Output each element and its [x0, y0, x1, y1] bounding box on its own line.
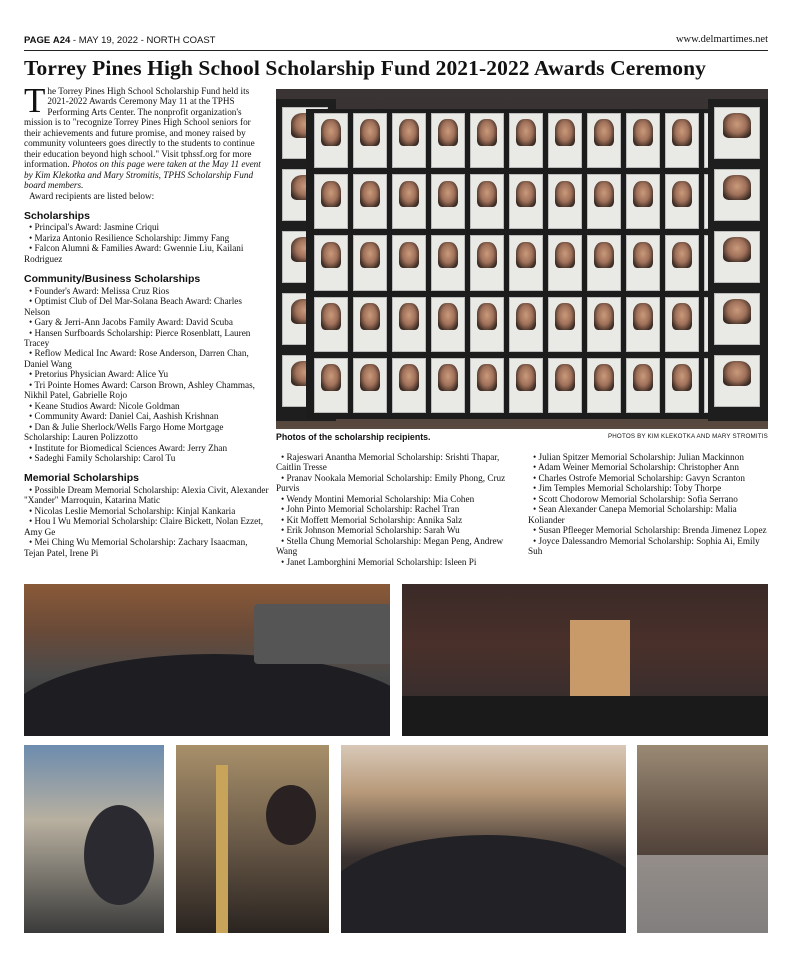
recipient-photo-card — [548, 235, 582, 290]
award-item: • Falcon Alumni & Families Award: Gwennie Liu, Kailani Rodriguez — [24, 243, 269, 264]
recipient-photo-card — [714, 231, 760, 283]
recipient-photo-card — [665, 297, 699, 352]
award-sections — [24, 211, 269, 558]
page-folio: PAGE A24 - MAY 19, 2022 - NORTH COAST — [24, 35, 216, 46]
award-item: • Sean Alexander Canepa Memorial Scholarship: Malia Koliander — [528, 504, 770, 525]
recipient-photo-card — [431, 235, 465, 290]
award-item: • Founder's Award: Melissa Cruz Rios — [24, 286, 269, 296]
recipient-photo-card — [509, 174, 543, 229]
recipient-photo-card — [548, 174, 582, 229]
header-rule — [24, 50, 768, 51]
award-item: • Pretorius Physician Award: Alice Yu — [24, 369, 269, 379]
award-item: • Adam Weiner Memorial Scholarship: Christopher Ann — [528, 462, 770, 472]
recipient-photo-card — [587, 235, 621, 290]
photo-credit: PHOTOS BY KIM KLEKOTKA AND MARY STROMITIS — [607, 433, 768, 440]
award-item: • Scott Chodorow Memorial Scholarship: Sofia Serrano — [528, 494, 770, 504]
recipient-photo-card — [314, 174, 348, 229]
refreshments-photo — [637, 745, 768, 933]
award-item: • Institute for Biomedical Sciences Award: Jerry Zhan — [24, 443, 269, 453]
section-title: Scholarships — [24, 209, 90, 222]
award-item: • Tri Pointe Homes Award: Carson Brown, Ashley Chammas, Nikhil Patel, Gabrielle Rojo — [24, 380, 269, 401]
award-item: • Erik Johnson Memorial Scholarship: Sarah Wu — [276, 525, 519, 535]
recipient-photo-card — [392, 174, 426, 229]
award-item: • Rajeswari Anantha Memorial Scholarship: Srishti Thapar, Caitlin Tresse — [276, 452, 519, 473]
article-column-1 — [24, 81, 269, 558]
website-url[interactable]: www.delmartimes.net — [675, 34, 768, 45]
recipient-photo-card — [665, 174, 699, 229]
award-item: • Mei Ching Wu Memorial Scholarship: Zachary Isaacman, Tejan Patel, Irene Pi — [24, 537, 269, 558]
recipient-photo-card — [314, 235, 348, 290]
recipient-photo-card — [314, 113, 348, 168]
award-item: • Jim Temples Memorial Scholarship: Toby Thorpe — [528, 483, 770, 493]
recipient-photo-card — [587, 358, 621, 413]
recipient-photo-card — [392, 297, 426, 352]
section-title: Memorial Scholarships — [24, 472, 139, 485]
award-item: • Optimist Club of Del Mar-Solana Beach Award: Charles Nelson — [24, 296, 269, 317]
recipient-photo-card — [587, 174, 621, 229]
recipient-photo-card — [509, 235, 543, 290]
recipient-photo-card — [587, 297, 621, 352]
audience-photo — [24, 584, 390, 736]
recipient-photo-card — [626, 235, 660, 290]
award-item: • Nicolas Leslie Memorial Scholarship: Kinjal Kankaria — [24, 506, 269, 516]
recipient-photo-card — [626, 358, 660, 413]
recipient-photo-card — [714, 355, 760, 407]
recipients-board-photo — [276, 89, 768, 429]
board-right-panel — [708, 99, 768, 421]
award-item: • Dan & Julie Sherlock/Wells Fargo Home Mortgage Scholarship: Lauren Polizzotto — [24, 422, 269, 443]
award-item: • Keane Studios Award: Nicole Goldman — [24, 401, 269, 411]
article-column-3 — [528, 452, 770, 557]
recipient-photo-card — [548, 297, 582, 352]
reception-table-photo — [24, 745, 164, 933]
photo-board — [306, 109, 746, 419]
award-item: • Community Award: Daniel Cai, Aashish Krishnan — [24, 411, 269, 421]
intro-tail: Award recipients are listed below: — [29, 190, 155, 201]
recipient-photo-card — [431, 113, 465, 168]
recipient-photo-card — [714, 293, 760, 345]
recipient-photo-card — [314, 297, 348, 352]
recipient-photo-card — [431, 297, 465, 352]
recipient-photo-card — [392, 358, 426, 413]
recipient-photo-card — [470, 358, 504, 413]
recipient-photo-card — [353, 235, 387, 290]
recipient-photo-card — [353, 174, 387, 229]
recipient-photo-card — [353, 358, 387, 413]
photo-caption: Photos of the scholarship recipients. — [276, 432, 431, 442]
recipient-photo-card — [548, 358, 582, 413]
award-item: • Possible Dream Memorial Scholarship: Alexia Civit, Alexander "Xander" Marroquin, Katarina Matic — [24, 485, 269, 506]
award-item: • Janet Lamborghini Memorial Scholarship: Isleen Pi — [276, 557, 519, 567]
award-item: • Susan Pfleeger Memorial Scholarship: Brenda Jimenez Lopez — [528, 525, 770, 535]
award-item: • Joyce Dalessandro Memorial Scholarship: Sophia Ai, Emily Suh — [528, 536, 770, 557]
recipient-photo-card — [714, 169, 760, 221]
recipient-photo-card — [392, 235, 426, 290]
recipient-photo-card — [353, 297, 387, 352]
award-item: • Principal's Award: Jasmine Criqui — [24, 222, 269, 232]
award-item: • Sadeghi Family Scholarship: Carol Tu — [24, 453, 269, 463]
recipient-photo-card — [548, 113, 582, 168]
award-item: • Hou I Wu Memorial Scholarship: Claire Bickett, Nolan Ezzet, Amy Ge — [24, 516, 269, 537]
harpist-photo — [176, 745, 329, 933]
recipient-photo-card — [470, 174, 504, 229]
recipient-photo-card — [470, 113, 504, 168]
recipient-photo-card — [509, 113, 543, 168]
recipient-photo-card — [353, 113, 387, 168]
award-item: • Julian Spitzer Memorial Scholarship: Julian Mackinnon — [528, 452, 770, 462]
drop-cap: T — [24, 81, 46, 120]
award-item: • Charles Ostrofe Memorial Scholarship: Gavyn Scranton — [528, 473, 770, 483]
award-item: • Mariza Antonio Resilience Scholarship: Jimmy Fang — [24, 233, 269, 243]
award-item: • Gary & Jerri-Ann Jacobs Family Award: David Scuba — [24, 317, 269, 327]
recipient-photo-card — [314, 358, 348, 413]
recipient-photo-card — [626, 297, 660, 352]
recipient-photo-card — [587, 113, 621, 168]
recipient-photo-card — [509, 358, 543, 413]
recipient-photo-card — [470, 297, 504, 352]
recipient-photo-card — [509, 297, 543, 352]
stage-photo — [402, 584, 768, 736]
award-item: • John Pinto Memorial Scholarship: Rachel Tran — [276, 504, 519, 514]
recipient-photo-card — [392, 113, 426, 168]
crowd-outdoors-photo — [341, 745, 626, 933]
intro-paragraph: The Torrey Pines High School Scholarship Fund held its 2021-2022 Awards Ceremony May 11 at the TPHS Performing Arts Center. The nonprofit organization's mission is to "recognize Torrey Pines High School seniors for their achievements and future promise, and money raised by community volunteers goes directly to the students to continue their education beyond high school." Visit tphssf.org for more information. Photos on this page were taken at the May 11 event by Kim Klekotka and Mary Stromitis, TPHS Scholarship Fund board members. — [24, 81, 261, 191]
recipient-photo-card — [626, 174, 660, 229]
recipient-photo-card — [431, 174, 465, 229]
award-item: • Wendy Montini Memorial Scholarship: Mia Cohen — [276, 494, 519, 504]
recipient-photo-card — [626, 113, 660, 168]
recipient-photo-card — [665, 235, 699, 290]
page-header — [24, 35, 768, 49]
award-item: • Stella Chung Memorial Scholarship: Megan Peng, Andrew Wang — [276, 536, 519, 557]
recipient-photo-card — [665, 113, 699, 168]
award-item: • Pranav Nookala Memorial Scholarship: Emily Phong, Cruz Purvis — [276, 473, 519, 494]
award-item: • Kit Moffett Memorial Scholarship: Annika Salz — [276, 515, 519, 525]
recipient-photo-card — [431, 358, 465, 413]
recipient-photo-card — [470, 235, 504, 290]
recipient-photo-card — [665, 358, 699, 413]
award-item: • Hansen Surfboards Scholarship: Pierce Rosenblatt, Lauren Tracey — [24, 328, 269, 349]
award-item: • Reflow Medical Inc Award: Rose Anderson, Darren Chan, Daniel Wang — [24, 348, 269, 369]
recipient-photo-card — [714, 107, 760, 159]
headline: Torrey Pines High School Scholarship Fund 2021-2022 Awards Ceremony — [24, 56, 707, 80]
article-column-2 — [276, 452, 519, 567]
section-title: Community/Business Scholarships — [24, 273, 201, 286]
